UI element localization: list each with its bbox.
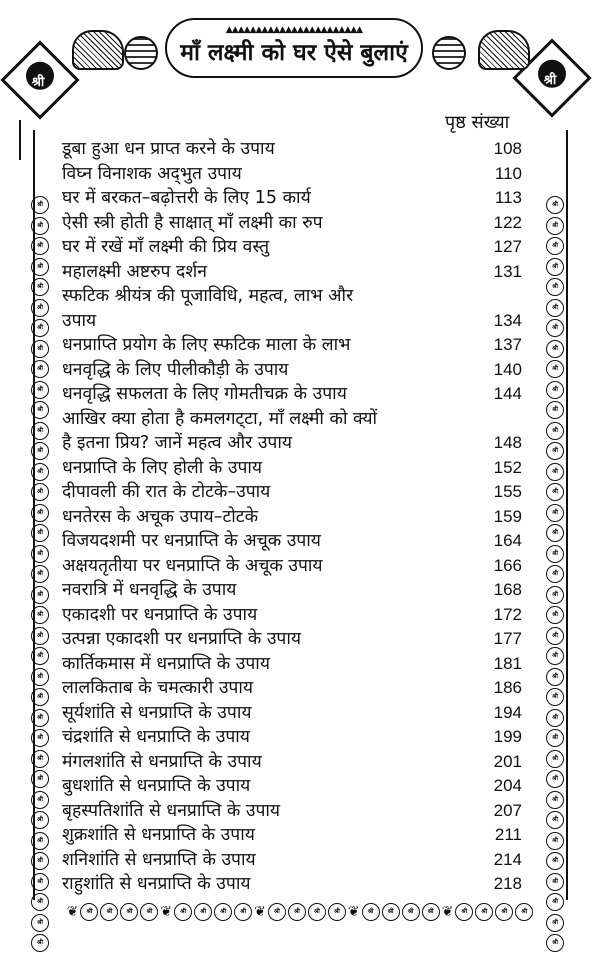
toc-entry-title: आखिर क्या होता है कमलगट्‌टा, माँ लक्ष्मी को क्यों — [62, 408, 378, 429]
page-title: माँ लक्ष्मी को घर ऐसे बुलाएं — [180, 40, 408, 66]
table-of-contents — [62, 137, 522, 897]
shri-circle-ornament: श्री — [31, 791, 49, 809]
left-border-chain — [31, 196, 53, 955]
toc-entry-title: शुक्रशांति से धनप्राप्ति के उपाय — [62, 825, 255, 845]
shri-circle-ornament: श्री — [31, 586, 49, 604]
toc-entry-page — [482, 407, 522, 432]
shri-circle-ornament: श्री — [546, 360, 564, 378]
shri-circle-ornament: श्री — [546, 483, 564, 501]
shri-circle-ornament: श्री — [546, 545, 564, 563]
shri-circle-ornament: श्री — [31, 463, 49, 481]
toc-entry-title: महालक्ष्मी अष्टरुप दर्शन — [62, 261, 207, 282]
shri-circle-ornament: श्री — [31, 196, 49, 214]
shri-circle-ornament: श्री — [546, 893, 564, 911]
shri-circle-ornament: श्री — [546, 811, 564, 829]
toc-entry-title: दीपावली की रात के टोटके–उपाय — [62, 482, 271, 502]
toc-entry-page: 110 — [494, 163, 522, 183]
shri-circle-ornament: श्री — [31, 545, 49, 563]
toc-entry-page: 164 — [493, 531, 522, 550]
toc-entry-title: शनिशांति से धनप्राप्ति के उपाय — [62, 849, 256, 870]
shri-circle-ornament: श्री — [546, 217, 564, 235]
shri-circle-ornament: श्री — [31, 237, 49, 255]
toc-entry — [62, 505, 522, 530]
toc-entry — [62, 652, 522, 677]
toc-entry-title: घर में रखें माँ लक्ष्मी की प्रिय वस्तु — [62, 237, 270, 257]
shri-circle-ornament: श्री — [402, 903, 420, 921]
shri-circle-ornament: श्री — [31, 627, 49, 645]
shri-circle-ornament: श्री — [31, 524, 49, 542]
toc-entry-title: है इतना प्रिय? जानें महत्व और उपाय — [62, 433, 293, 453]
toc-entry — [62, 725, 522, 750]
toc-entry-page: 168 — [493, 580, 522, 599]
shri-circle-ornament: श्री — [495, 903, 513, 921]
toc-entry — [62, 333, 522, 358]
shri-circle-ornament: श्री — [546, 791, 564, 809]
shri-circle-ornament: श्री — [31, 299, 49, 317]
toc-entry — [62, 774, 522, 799]
shri-mark: श्री — [31, 75, 45, 90]
shri-circle-ornament: श्री — [546, 873, 564, 891]
toc-entry-title: सूर्यशांति से धनप्राप्ति के उपाय — [62, 702, 252, 723]
toc-entry-page: 201 — [493, 751, 522, 771]
shri-circle-ornament: श्री — [31, 258, 49, 276]
toc-entry-title: विघ्न विनाशक अद्‌भुत उपाय — [62, 163, 242, 184]
toc-entry-title: धनवृद्धि सफलता के लिए गोमतीचक्र के उपाय — [62, 384, 347, 404]
toc-entry — [62, 162, 522, 187]
toc-entry-title: विजयदशमी पर धनप्राप्ति के अचूक उपाय — [62, 531, 321, 551]
toc-entry-title: स्फटिक श्रीयंत्र की पूजाविधि, महत्व, लाभ और — [62, 286, 354, 306]
toc-entry-page: 214 — [493, 849, 522, 869]
toc-entry-page — [482, 284, 522, 309]
shri-circle-ornament: श्री — [31, 709, 49, 727]
toc-entry — [62, 456, 522, 481]
shri-circle-ornament: श्री — [31, 832, 49, 850]
toc-entry-title: एकादशी पर धनप्राप्ति के उपाय — [62, 604, 258, 625]
shri-circle-ornament: श्री — [546, 750, 564, 768]
toc-entry-page: 137 — [493, 335, 522, 354]
toc-entry — [62, 260, 522, 285]
toc-entry — [62, 750, 522, 775]
shri-circle-ornament: श्री — [546, 565, 564, 583]
shri-circle-ornament: श्री — [515, 903, 533, 921]
shri-circle-ornament: श्री — [546, 934, 564, 952]
bottom-border-ornament — [30, 903, 570, 923]
toc-entry — [62, 823, 522, 848]
shri-circle-ornament: श्री — [546, 729, 564, 747]
leaf-ornament-icon: ❦ — [347, 904, 360, 920]
toc-entry — [62, 309, 522, 334]
toc-entry-page: 152 — [493, 457, 522, 477]
toc-entry-page: 131 — [493, 261, 522, 281]
toc-entry — [62, 554, 522, 579]
right-kalash-ornament — [432, 36, 466, 70]
toc-entry-title: नवरात्रि में धनवृद्धि के उपाय — [62, 580, 237, 600]
shri-circle-ornament: श्री — [546, 237, 564, 255]
toc-entry — [62, 529, 522, 554]
toc-entry — [62, 627, 522, 652]
shri-circle-ornament: श्री — [31, 668, 49, 686]
shri-circle-ornament: श्री — [31, 340, 49, 358]
toc-entry-page: 122 — [493, 212, 522, 232]
shri-circle-ornament: श्री — [546, 319, 564, 337]
toc-entry-page: 155 — [493, 482, 522, 501]
shri-circle-ornament: श्री — [546, 770, 564, 788]
shri-circle-ornament: श्री — [31, 606, 49, 624]
toc-entry-page: 166 — [493, 555, 522, 575]
toc-entry-page: 108 — [493, 139, 522, 158]
shri-circle-ornament: श्री — [546, 524, 564, 542]
shri-circle-ornament: श्री — [546, 668, 564, 686]
toc-entry-title: धनवृद्धि के लिए पीलीकौड़ी के उपाय — [62, 359, 289, 380]
shri-circle-ornament: श्री — [214, 903, 232, 921]
shri-circle-ornament: श्री — [308, 903, 326, 921]
shri-circle-ornament: श्री — [328, 903, 346, 921]
toc-entry — [62, 872, 522, 897]
toc-entry-page: 177 — [493, 629, 522, 648]
toc-entry-page: 127 — [493, 237, 522, 256]
shri-circle-ornament: श्री — [194, 903, 212, 921]
shri-circle-ornament: श्री — [382, 903, 400, 921]
left-elephant-ornament — [72, 30, 124, 70]
shri-circle-ornament: श्री — [120, 903, 138, 921]
shri-circle-ornament: श्री — [100, 903, 118, 921]
toc-entry — [62, 848, 522, 873]
toc-entry — [62, 676, 522, 701]
toc-entry — [62, 480, 522, 505]
toc-entry-page: 172 — [493, 604, 522, 624]
shri-circle-ornament: श्री — [546, 381, 564, 399]
shri-circle-ornament: श्री — [546, 709, 564, 727]
toc-entry-page: 204 — [493, 776, 522, 795]
shri-circle-ornament: श्री — [362, 903, 380, 921]
shri-circle-ornament: श्री — [31, 688, 49, 706]
toc-entry-page: 148 — [493, 433, 522, 452]
toc-entry — [62, 211, 522, 236]
toc-entry-title: राहुशांति से धनप्राप्ति के उपाय — [62, 874, 251, 894]
toc-entry-page: 199 — [493, 727, 522, 746]
toc-entry — [62, 799, 522, 824]
shri-circle-ornament: श्री — [174, 903, 192, 921]
toc-entry — [62, 578, 522, 603]
shri-circle-ornament: श्री — [455, 903, 473, 921]
shri-circle-ornament: श्री — [31, 811, 49, 829]
shri-circle-ornament: श्री — [31, 381, 49, 399]
right-border-chain — [546, 196, 568, 955]
shri-circle-ornament: श्री — [31, 278, 49, 296]
title-banner — [165, 18, 423, 78]
toc-entry-page: 194 — [493, 702, 522, 722]
shri-circle-ornament: श्री — [31, 852, 49, 870]
left-border-line — [19, 120, 21, 160]
shri-circle-ornament: श्री — [546, 647, 564, 665]
toc-entry — [62, 407, 522, 432]
toc-entry-page: 113 — [494, 188, 522, 207]
shri-circle-ornament: श्री — [546, 299, 564, 317]
shri-circle-ornament: श्री — [546, 627, 564, 645]
leaf-ornament-icon: ❦ — [160, 904, 173, 920]
shri-circle-ornament: श्री — [31, 770, 49, 788]
toc-entry-title: कार्तिकमास में धनप्राप्ति के उपाय — [62, 653, 270, 674]
toc-entry-page: 186 — [493, 678, 522, 697]
shri-circle-ornament: श्री — [546, 688, 564, 706]
shri-circle-ornament: श्री — [31, 647, 49, 665]
shri-circle-ornament: श्री — [546, 606, 564, 624]
toc-entry-page: 207 — [493, 800, 522, 820]
toc-entry-title: धनप्राप्ति के लिए होली के उपाय — [62, 457, 263, 478]
toc-entry — [62, 431, 522, 456]
right-elephant-ornament — [478, 30, 530, 70]
shri-circle-ornament: श्री — [546, 832, 564, 850]
toc-entry-title: डूबा हुआ धन प्राप्त करने के उपाय — [62, 139, 275, 159]
shri-circle-ornament: श्री — [31, 217, 49, 235]
shri-circle-ornament: श्री — [31, 504, 49, 522]
shri-circle-ornament: श्री — [422, 903, 440, 921]
shri-circle-ornament: श्री — [546, 442, 564, 460]
toc-entry-page: 181 — [493, 653, 522, 673]
shri-circle-ornament: श्री — [140, 903, 158, 921]
shri-circle-ornament: श्री — [31, 934, 49, 952]
shri-circle-ornament: श्री — [546, 196, 564, 214]
shri-mark: श्री — [543, 73, 557, 88]
shri-circle-ornament: श्री — [31, 422, 49, 440]
shri-circle-ornament: श्री — [268, 903, 286, 921]
toc-entry — [62, 137, 522, 162]
toc-entry-page: 159 — [493, 506, 522, 526]
toc-entry-title: धनतेरस के अचूक उपाय–टोटके — [62, 506, 259, 527]
shri-circle-ornament: श्री — [31, 319, 49, 337]
shri-circle-ornament: श्री — [31, 729, 49, 747]
toc-entry-title: चंद्रशांति से धनप्राप्ति के उपाय — [62, 727, 250, 747]
shri-circle-ornament: श्री — [546, 258, 564, 276]
toc-entry-title: लालकिताब के चमत्कारी उपाय — [62, 678, 254, 698]
shri-circle-ornament: श्री — [546, 401, 564, 419]
page-number-column-header: पृष्ठ संख्या — [445, 112, 510, 133]
toc-entry-title: बुधशांति से धनप्राप्ति के उपाय — [62, 776, 251, 796]
toc-entry-page: 144 — [493, 384, 522, 403]
toc-entry-title: उपाय — [62, 310, 97, 331]
toc-entry-title: उत्पन्ना एकादशी पर धनप्राप्ति के उपाय — [62, 629, 302, 649]
shri-circle-ornament: श्री — [31, 873, 49, 891]
toc-entry-title: बृहस्पतिशांति से धनप्राप्ति के उपाय — [62, 800, 281, 821]
toc-entry-title: मंगलशांति से धनप्राप्ति के उपाय — [62, 751, 262, 772]
toc-entry — [62, 701, 522, 726]
shri-circle-ornament: श्री — [546, 914, 564, 932]
shri-circle-ornament: श्री — [31, 750, 49, 768]
toc-entry — [62, 358, 522, 383]
shri-circle-ornament: श्री — [31, 914, 49, 932]
leaf-ornament-icon: ❦ — [66, 904, 79, 920]
shri-circle-ornament: श्री — [31, 483, 49, 501]
toc-entry-page: 140 — [493, 359, 522, 379]
toc-entry — [62, 382, 522, 407]
leaf-ornament-icon: ❦ — [441, 904, 454, 920]
toc-entry — [62, 186, 522, 211]
shri-circle-ornament: श्री — [546, 586, 564, 604]
shri-circle-ornament: श्री — [31, 360, 49, 378]
toc-entry-page: 211 — [494, 825, 522, 844]
toc-entry-page: 218 — [493, 874, 522, 893]
shri-circle-ornament: श्री — [546, 463, 564, 481]
shri-circle-ornament: श्री — [288, 903, 306, 921]
shri-circle-ornament: श्री — [31, 442, 49, 460]
shri-circle-ornament: श्री — [31, 893, 49, 911]
toc-entry — [62, 284, 522, 309]
shri-circle-ornament: श्री — [31, 401, 49, 419]
shri-circle-ornament: श्री — [31, 565, 49, 583]
toc-entry-title: ऐसी स्त्री होती है साक्षात् माँ लक्ष्मी का रुप — [62, 212, 323, 233]
toc-entry-title: धनप्राप्ति प्रयोग के लिए स्फटिक माला के लाभ — [62, 335, 351, 355]
leaf-ornament-icon: ❦ — [254, 904, 266, 920]
shri-circle-ornament: श्री — [80, 903, 98, 921]
shri-circle-ornament: श्री — [546, 278, 564, 296]
toc-entry — [62, 235, 522, 260]
left-kalash-ornament — [124, 36, 158, 70]
banner-fringe: ▲▲▲▲▲▲▲▲▲▲▲▲▲▲▲▲▲▲▲▲▲▲▲ — [225, 25, 363, 35]
toc-entry-title: घर में बरकत–बढ़ोत्तरी के लिए 15 कार्य — [62, 188, 311, 208]
shri-circle-ornament: श्री — [546, 504, 564, 522]
shri-circle-ornament: श्री — [546, 852, 564, 870]
toc-entry-page: 134 — [493, 310, 522, 330]
shri-circle-ornament: श्री — [234, 903, 252, 921]
shri-circle-ornament: श्री — [546, 340, 564, 358]
toc-entry-title: अक्षयतृतीया पर धनप्राप्ति के अचूक उपाय — [62, 555, 323, 576]
toc-entry — [62, 603, 522, 628]
shri-circle-ornament: श्री — [546, 422, 564, 440]
shri-circle-ornament: श्री — [475, 903, 493, 921]
